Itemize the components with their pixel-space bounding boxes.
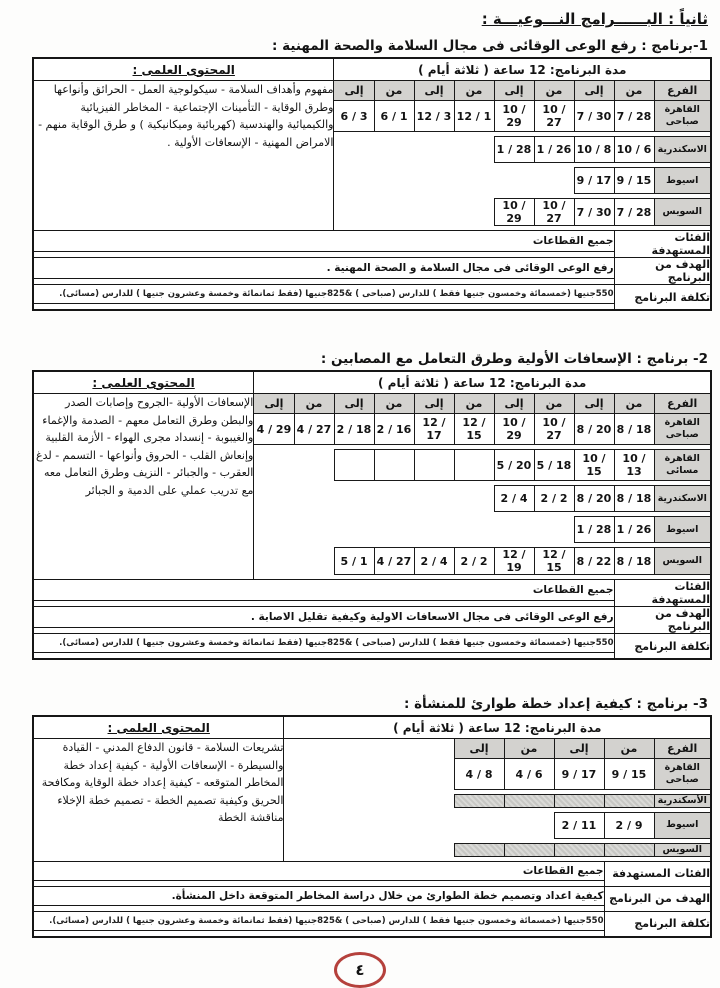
footer-value: 550جنيها (خمسمائة وخمسون جنيها فقط ) للدارس (صباحى ) &825جنيها (فقط ثمانمائة وخمسة وعشرون جنيها ) للدارس (مسائى).: [33, 634, 614, 653]
to-header: إلى: [334, 394, 374, 414]
date-cell: 9 / 17: [554, 759, 604, 790]
to-header: إلى: [454, 739, 504, 759]
footer-value: جميع القطاعات: [33, 580, 614, 601]
unavailable-cell: [454, 795, 504, 808]
content-header: المحتوى العلمى :: [33, 58, 334, 81]
date-cell: 2 / 2: [454, 548, 494, 575]
footer-label: الهدف من البرنامج: [614, 607, 711, 634]
unavailable-cell: [554, 795, 604, 808]
duration-header: مدة البرنامج: 12 ساعة ( ثلاثة أيام ): [254, 371, 711, 394]
blank-cell: [284, 843, 454, 856]
date-cell: 9 / 17: [574, 168, 614, 194]
program-2-section: [8, 351, 712, 660]
duration-header: مدة البرنامج: 12 ساعة ( ثلاثة أيام ): [284, 716, 711, 739]
date-cell: 10 / 29: [494, 199, 534, 226]
from-header: من: [534, 81, 574, 101]
date-cell: 12 / 19: [494, 548, 534, 575]
footer-value: 550جنيها (خمسمائة وخمسون جنيها فقط ) للدارس (صباحى ) &825جنيها (فقط ثمانمائة وخمسة وعشرون جنيها ) للدارس (مسائى).: [33, 911, 604, 930]
date-cell: 4 / 8: [454, 759, 504, 790]
footer-label: الفئات المستهدفة: [614, 231, 711, 258]
date-cell: 8 / 22: [574, 548, 614, 575]
date-cell: 4 / 6: [504, 759, 554, 790]
date-cell: [374, 450, 414, 481]
branch-cell: الأسكندرية: [654, 795, 711, 808]
footer-gap: [33, 653, 614, 660]
date-cell: 7 / 28: [614, 101, 654, 132]
date-cell: 7 / 30: [574, 199, 614, 226]
date-cell: 12 / 1: [454, 101, 494, 132]
date-cell: 2 / 9: [604, 812, 654, 838]
blank-cell: [334, 199, 494, 226]
branch-cell: الاسكندرية: [654, 137, 711, 163]
footer-label: تكلفة البرنامج: [604, 911, 711, 937]
to-header: إلى: [574, 81, 614, 101]
date-cell: 2 / 4: [414, 548, 454, 575]
date-cell: 2 / 2: [534, 486, 574, 512]
date-cell: [334, 450, 374, 481]
unavailable-cell: [604, 795, 654, 808]
date-cell: 10 / 29: [494, 101, 534, 132]
date-cell: 7 / 28: [614, 199, 654, 226]
blank-cell: [254, 450, 334, 481]
content-header: المحتوى العلمى :: [33, 716, 284, 739]
to-header: إلى: [254, 394, 294, 414]
date-cell: 5 / 18: [534, 450, 574, 481]
branch-cell: السويس: [654, 843, 711, 856]
date-cell: 1 / 26: [614, 517, 654, 543]
page-number-circle: [334, 952, 386, 988]
branch-cell: اسيوط: [654, 812, 711, 838]
branch-cell: القاهرة صباحى: [654, 759, 711, 790]
program-2-title: 2- برنامج : الإسعافات الأولية وطرق التعامل مع المصابين :: [320, 351, 708, 367]
program-1-table-container: [8, 57, 712, 311]
duration-header: مدة البرنامج: 12 ساعة ( ثلاثة أيام ): [334, 58, 711, 81]
date-cell: 10 / 27: [534, 414, 574, 445]
date-cell: 1 / 28: [574, 517, 614, 543]
date-cell: 2 / 4: [494, 486, 534, 512]
footer-label: الفئات المستهدفة: [604, 861, 711, 886]
footer-value: رفع الوعى الوقائى فى مجال السلامة و الصحة المهنية .: [33, 258, 614, 279]
date-cell: 8 / 18: [614, 486, 654, 512]
blank-cell: [254, 548, 334, 575]
date-cell: 10 / 13: [614, 450, 654, 481]
branch-cell: السويس: [654, 199, 711, 226]
footer-label: تكلفة البرنامج: [614, 634, 711, 660]
from-header: من: [604, 739, 654, 759]
date-cell: 1 / 28: [494, 137, 534, 163]
date-cell: 6 / 3: [334, 101, 374, 132]
from-header: من: [294, 394, 334, 414]
from-header: من: [504, 739, 554, 759]
date-cell: 10 / 29: [494, 414, 534, 445]
date-cell: 4 / 27: [374, 548, 414, 575]
date-cell: 2 / 11: [554, 812, 604, 838]
date-cell: 8 / 18: [614, 414, 654, 445]
program-3-section: [8, 696, 712, 938]
date-cell: 10 / 27: [534, 199, 574, 226]
blank-cell: [254, 486, 494, 512]
from-header: من: [454, 394, 494, 414]
program-3-table: [32, 715, 712, 938]
unavailable-cell: [504, 795, 554, 808]
date-cell: 2 / 18: [334, 414, 374, 445]
content-header: المحتوى العلمى :: [33, 371, 254, 394]
page-title: ثانياً : البــــــرامج النـــوعيـــة :: [481, 10, 708, 28]
footer-label: الهدف من البرنامج: [604, 886, 711, 911]
footer-value: رفع الوعى الوقائى فى مجال الاسعافات الاولية وكيفية تقليل الاصابة .: [33, 607, 614, 628]
content-text: الإسعافات الأولية -الجروح وإصابات الصدر والبطن وطرق التعامل معهم - الصدمة والإغماء والغيبوبة - إنسداد مجرى الهواء - الأزمة القلبية وإنعاش القلب - الحروق وأنواعها - التسمم - لدغ العقرب - والجبائر - النزيف وطرق التعامل معه مع تدريب عملي على الدمية و الجبائر: [33, 394, 254, 580]
date-cell: [414, 450, 454, 481]
blank-cell: [284, 812, 554, 838]
date-cell: 12 / 15: [454, 414, 494, 445]
branch-cell: القاهرة صباحى: [654, 101, 711, 132]
date-cell: 7 / 30: [574, 101, 614, 132]
date-cell: 6 / 1: [374, 101, 414, 132]
program-3-table-container: [8, 715, 712, 938]
branch-cell: اسيوط: [654, 168, 711, 194]
date-cell: 4 / 29: [254, 414, 294, 445]
program-2-table-container: [8, 370, 712, 660]
page-number: ٤: [355, 960, 365, 979]
date-cell: 10 / 15: [574, 450, 614, 481]
to-header: إلى: [494, 81, 534, 101]
date-cell: 5 / 1: [334, 548, 374, 575]
branch-cell: الاسكندرية: [654, 486, 711, 512]
footer-value: جميع القطاعات: [33, 861, 604, 880]
date-cell: 12 / 17: [414, 414, 454, 445]
date-cell: 2 / 16: [374, 414, 414, 445]
to-header: إلى: [414, 394, 454, 414]
content-text: مفهوم وأهداف السلامة - سيكولوجية العمل - الحرائق وأنواعها وطرق الوقاية - التأمينات الإجتماعية - المخاطر الفيزيائية والكيميائية والهندسية (كهربائية وميكانيكية ) و طرق الوقاية منهم - الامراض المهنية - الإسعافات الأولية .: [33, 81, 334, 231]
from-header: من: [614, 394, 654, 414]
program-3-title: 3- برنامج : كيفية إعداد خطة طوارئ للمنشأة :: [403, 696, 708, 712]
from-header: من: [374, 394, 414, 414]
date-cell: 8 / 20: [574, 414, 614, 445]
date-cell: 8 / 18: [614, 548, 654, 575]
unavailable-cell: [554, 843, 604, 856]
header-spacer: [284, 739, 454, 759]
date-cell: 10 / 27: [534, 101, 574, 132]
date-cell: 5 / 20: [494, 450, 534, 481]
footer-gap: [33, 930, 604, 937]
blank-cell: [284, 759, 454, 790]
date-cell: 8 / 20: [574, 486, 614, 512]
blank-cell: [334, 137, 494, 163]
footer-label: الهدف من البرنامج: [614, 258, 711, 285]
footer-label: الفئات المستهدفة: [614, 580, 711, 607]
to-header: إلى: [334, 81, 374, 101]
to-header: إلى: [574, 394, 614, 414]
from-header: من: [614, 81, 654, 101]
blank-cell: [284, 795, 454, 808]
unavailable-cell: [454, 843, 504, 856]
date-cell: [454, 450, 494, 481]
date-cell: 9 / 15: [604, 759, 654, 790]
footer-value: 550جنيها (خمسمائة وخمسون جنيها فقط ) للدارس (صباحى ) &825جنيها (فقط ثمانمائة وخمسة وعشرون جنيها ) للدارس (مسائى).: [33, 285, 614, 304]
date-cell: 10 / 8: [574, 137, 614, 163]
to-header: إلى: [554, 739, 604, 759]
from-header: من: [374, 81, 414, 101]
branch-column-header: الفرع: [654, 81, 711, 101]
unavailable-cell: [604, 843, 654, 856]
date-cell: 9 / 15: [614, 168, 654, 194]
branch-cell: القاهرة صباحى: [654, 414, 711, 445]
page-footer: [8, 952, 712, 988]
date-cell: 4 / 27: [294, 414, 334, 445]
footer-gap: [33, 304, 614, 311]
program-1-table: [32, 57, 712, 311]
branch-cell: اسيوط: [654, 517, 711, 543]
branch-cell: القاهرة مسائى: [654, 450, 711, 481]
date-cell: 10 / 6: [614, 137, 654, 163]
from-header: من: [454, 81, 494, 101]
footer-label: تكلفة البرنامج: [614, 285, 711, 311]
blank-cell: [254, 517, 574, 543]
footer-value: جميع القطاعات: [33, 231, 614, 252]
footer-value: كيفية اعداد وتصميم خطة الطوارئ من خلال دراسة المخاطر المتوقعة داخل المنشأة.: [33, 886, 604, 905]
branch-column-header: الفرع: [654, 739, 711, 759]
blank-cell: [334, 168, 574, 194]
date-cell: 12 / 3: [414, 101, 454, 132]
date-cell: 1 / 26: [534, 137, 574, 163]
date-cell: 12 / 15: [534, 548, 574, 575]
branch-cell: السويس: [654, 548, 711, 575]
program-1-title: 1-برنامج : رفع الوعى الوقائى فى مجال السلامة والصحة المهنية :: [272, 38, 708, 54]
from-header: من: [534, 394, 574, 414]
to-header: إلى: [414, 81, 454, 101]
program-1-section: [8, 38, 712, 311]
program-2-table: [32, 370, 712, 660]
unavailable-cell: [504, 843, 554, 856]
to-header: إلى: [494, 394, 534, 414]
content-text: تشريعات السلامة - قانون الدفاع المدني - القيادة والسيطرة - الإسعافات الأولية - كيفية إعداد خطة المخاطر المتوقعه - كيفية إعداد خطة الوقاية ومكافحة الحريق وكيفية تصميم الخطة - تصميم خطة الإخلاء مناقشة الخطة: [33, 739, 284, 862]
branch-column-header: الفرع: [654, 394, 711, 414]
